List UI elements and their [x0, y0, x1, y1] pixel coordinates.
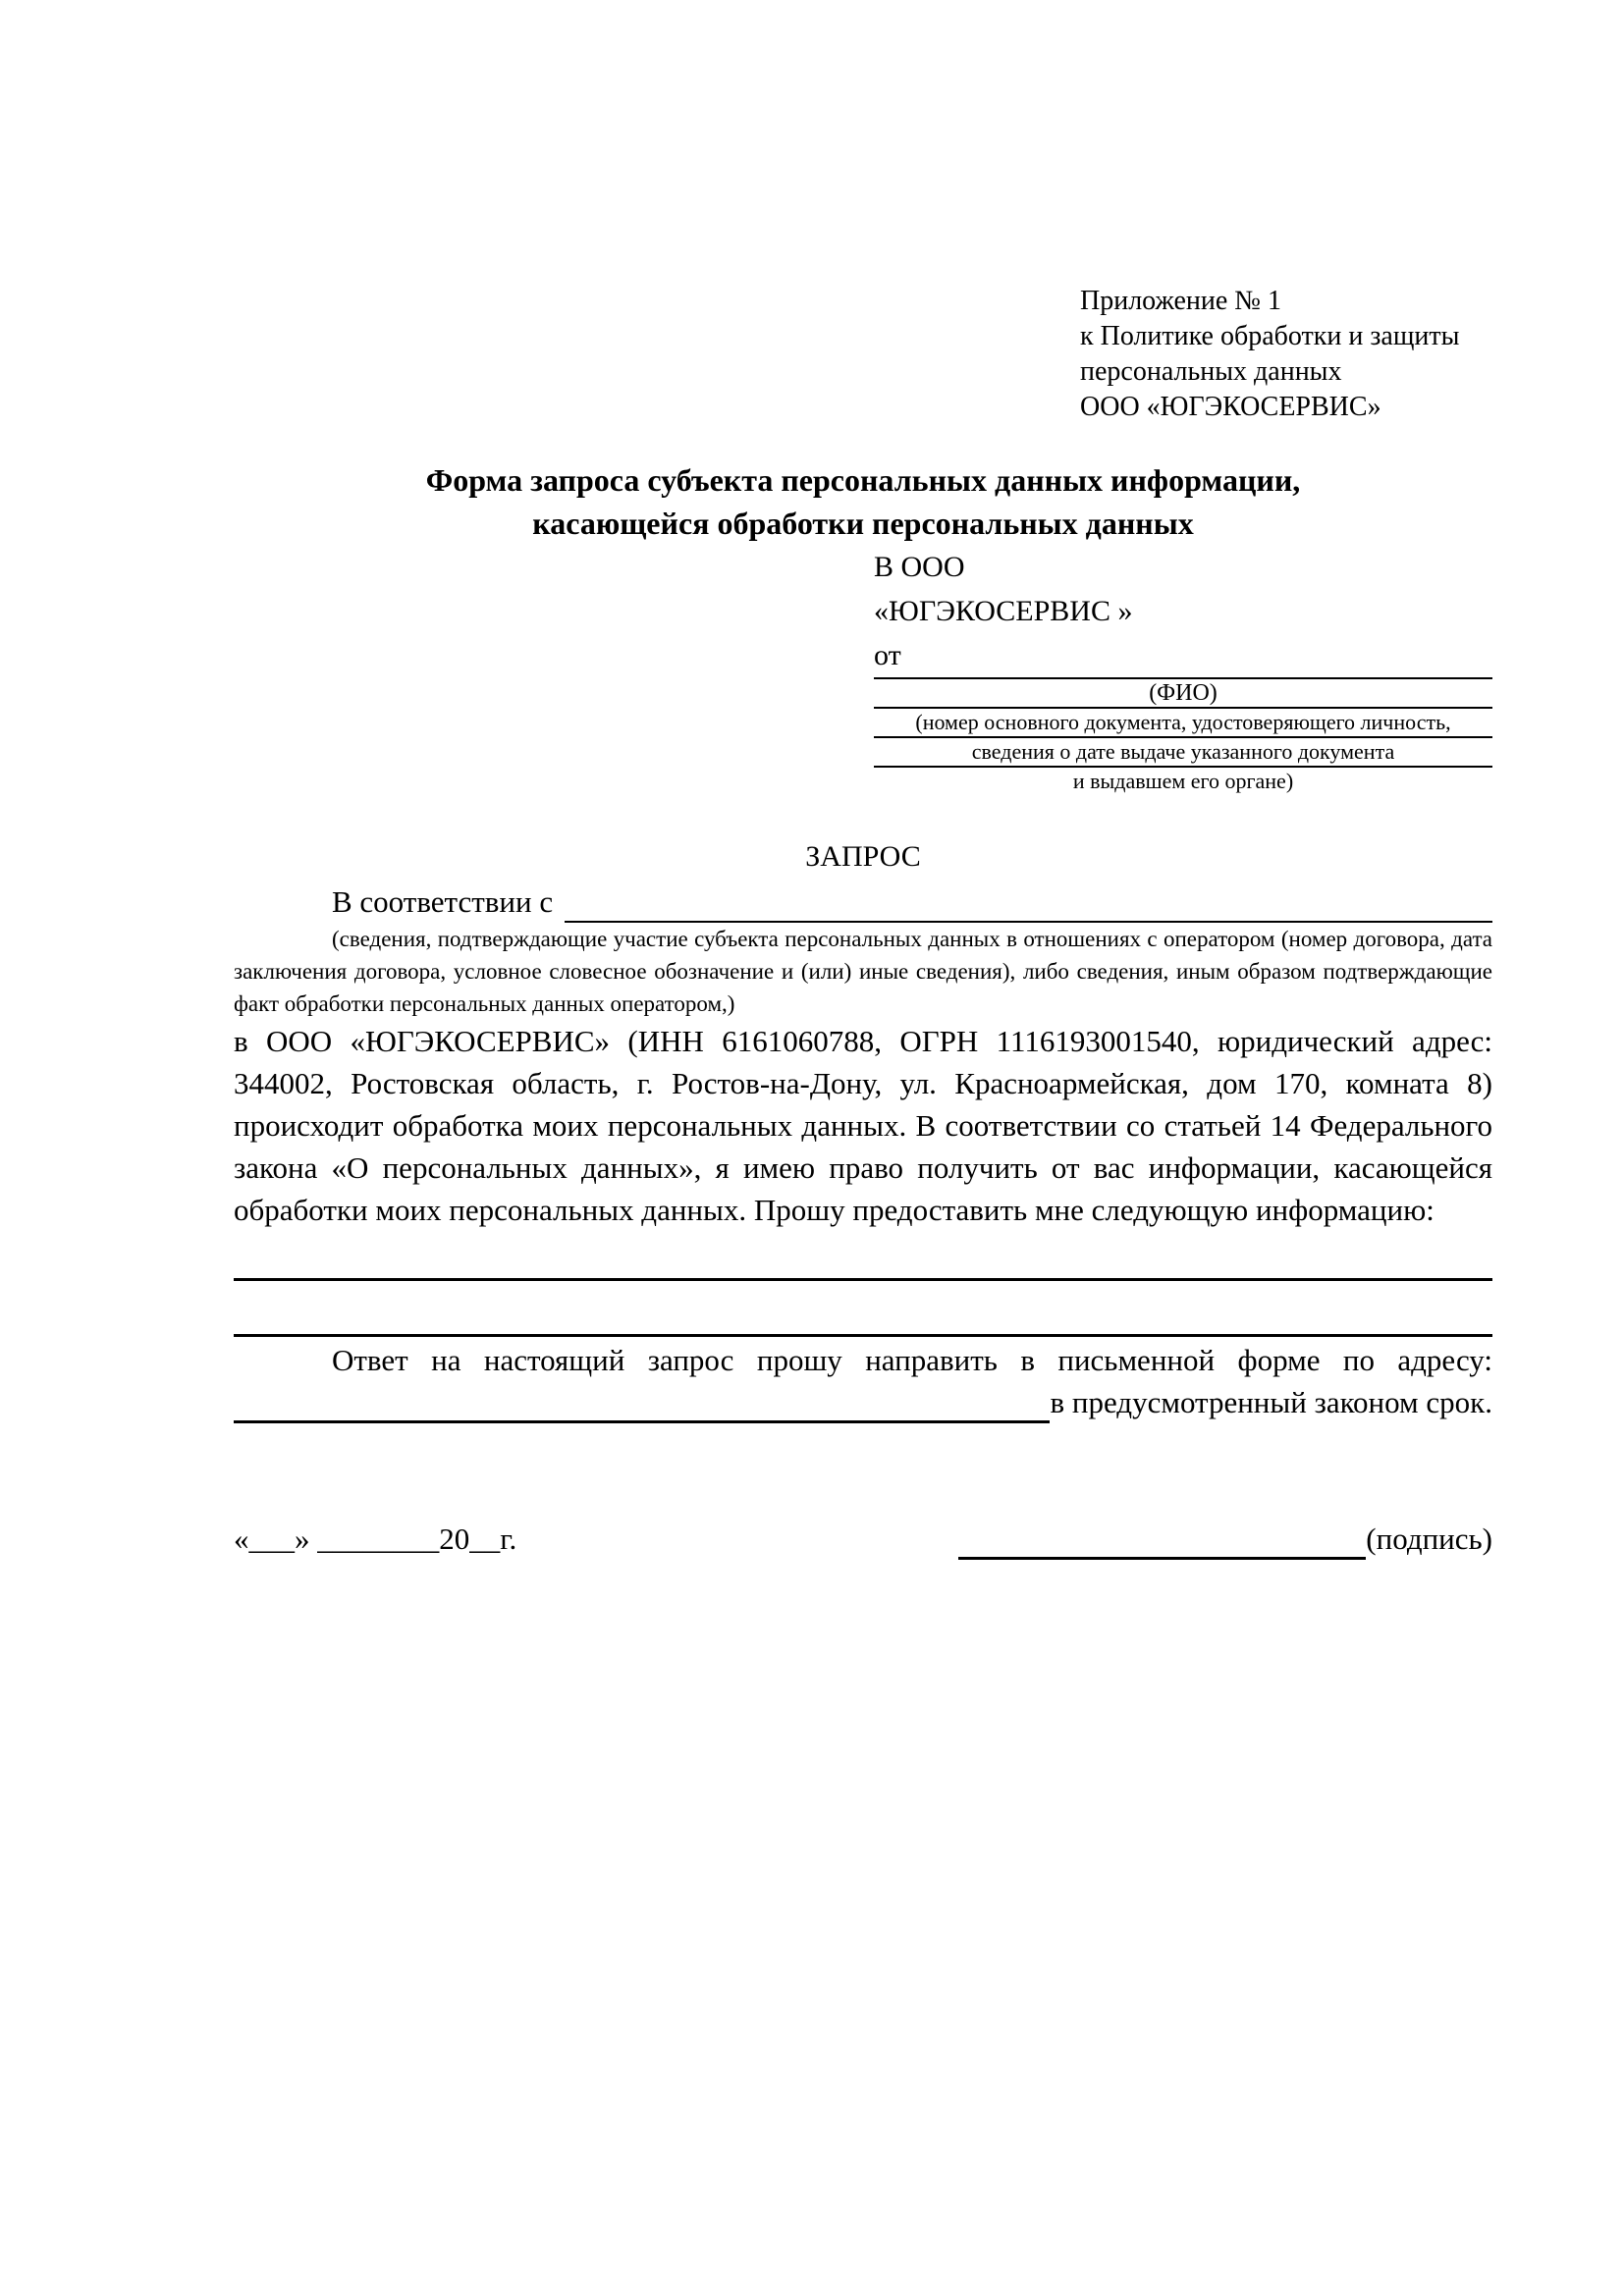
issue-date-caption: сведения о дате выдаче указанного документа [971, 739, 1395, 764]
address-blank-line [234, 1385, 1050, 1423]
information-blank-line-1 [234, 1278, 1492, 1281]
addressee-line: В ООО [874, 551, 965, 583]
answer-instruction-suffix: в предусмотренный законом срок. [1050, 1385, 1492, 1419]
addressee-block [874, 545, 1492, 795]
appendix-reference-block [1080, 0, 1492, 425]
request-body-paragraph: в ООО «ЮГЭКОСЕРВИС» (ИНН 6161060788, ОГРН 1116193001540, юридический адрес: 344002, Ростовская область, г. Ростов-на-Дону, ул. Красноармейская, дом 170, комната 8) происходит обработка моих персональных данных. В соответствии со статьей 14 Федерального закона «О персональных данных», я имею право получить от вас информации, касающейся обработки моих персональных данных. Прошу предоставить мне следующую информацию: [234, 1024, 1492, 1227]
request-lead-text: В соответствии с [332, 884, 554, 919]
addressee-line: от [874, 639, 901, 671]
request-lead-row [234, 881, 1492, 923]
addressee-line: «ЮГЭКОСЕРВИС » [874, 595, 1133, 627]
signature-group [958, 1518, 1492, 1560]
appendix-line: Приложение № 1 [1080, 286, 1281, 316]
document-title [234, 458, 1492, 545]
issuing-authority-caption: и выдавшем его органе) [1072, 769, 1294, 793]
answer-instruction-line: Ответ на настоящий запрос прошу направить в письменной форме по адресу: [332, 1343, 1492, 1377]
basis-caption: (сведения, подтверждающие участие субъекта персональных данных в отношениях с оператором (номер договора, дата заключения договора, условное словесное обозначение и (или) иные сведения), либо сведения, иным образом подтверждающие факт обработки персональных данных оператором,) [234, 927, 1492, 1016]
date-blank-text: «___» ________20__г. [234, 1522, 517, 1556]
document-title-line: касающейся обработки персональных данных [532, 506, 1194, 541]
information-blank-line-2 [234, 1334, 1492, 1337]
appendix-line: к Политике обработки и защиты [1080, 321, 1460, 351]
fio-caption: (ФИО) [1149, 680, 1218, 706]
signature-blank-line [958, 1522, 1366, 1560]
document-content [234, 0, 1492, 1560]
signature-caption: (подпись) [1366, 1522, 1492, 1556]
appendix-line: персональных данных [1080, 356, 1342, 387]
appendix-line: ООО «ЮГЭКОСЕРВИС» [1080, 392, 1381, 422]
date-signature-row [234, 1518, 1492, 1560]
basis-blank-line [565, 885, 1492, 923]
document-title-line: Форма запроса субъекта персональных данных информации, [425, 462, 1301, 498]
document-number-caption: (номер основного документа, удостоверяющего личность, [915, 710, 1451, 734]
answer-address-row [234, 1381, 1492, 1423]
request-heading: ЗАПРОС [805, 840, 921, 873]
